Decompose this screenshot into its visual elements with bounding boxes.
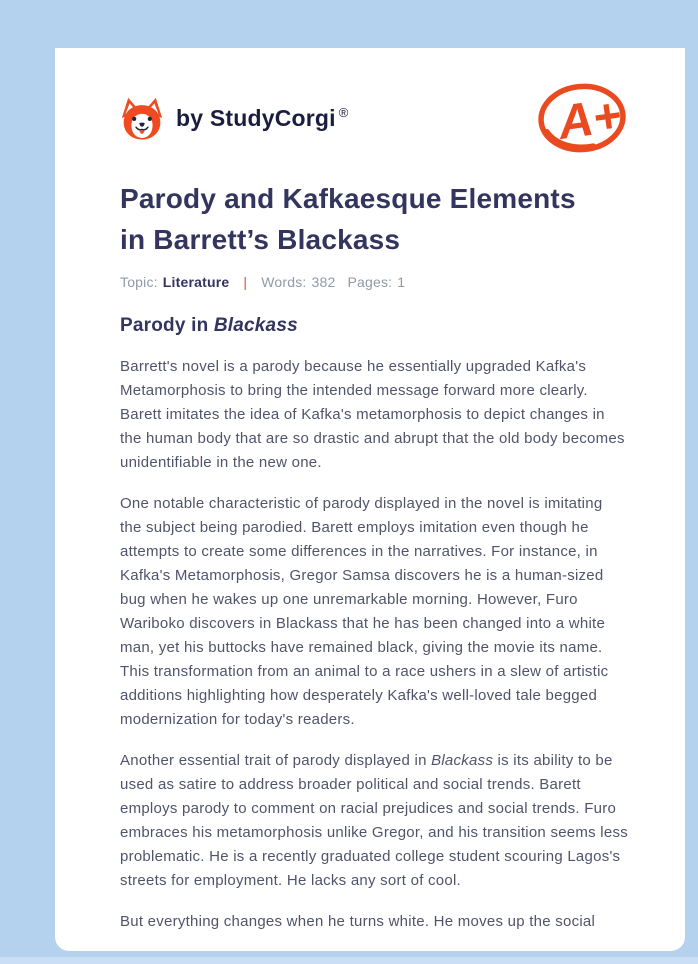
pages-label: Pages: — [347, 274, 393, 290]
brand — [120, 95, 348, 141]
pages-value: 1 — [397, 274, 406, 290]
document-card — [55, 48, 685, 951]
section-heading-text: Parody in — [120, 315, 214, 336]
page-title — [120, 178, 628, 260]
corgi-icon — [120, 95, 164, 141]
paragraph-3 — [120, 749, 628, 893]
words-value: 382 — [311, 274, 336, 290]
brand-name: by StudyCorgi — [176, 104, 336, 131]
document-header — [120, 78, 628, 158]
section-heading — [120, 314, 628, 338]
registered-trademark: ® — [338, 104, 349, 120]
page-title-line2: in Barrett’s Blackass — [120, 224, 401, 255]
paragraph-3-text: Another essential trait of parody displayed in — [120, 752, 432, 769]
paragraph-3-italic: Blackass — [431, 752, 494, 769]
paragraph-1: Barrett's novel is a parody because he essentially upgraded Kafka's Metamorphosis to bring the intended message forward more clearly. Barett imitates the idea of Kafka's metamorphosis to depict changes in the human body that are so drastic and abrupt that the old body becomes unidentifiable in the new one. — [120, 358, 625, 471]
topic-label: Topic: — [120, 274, 158, 290]
a-plus-circle-icon — [536, 78, 628, 158]
section-heading-italic: Blackass — [213, 315, 298, 336]
topic-link[interactable]: Literature — [162, 274, 230, 290]
paragraph-4: But everything changes when he turns white. He moves up the social — [120, 913, 596, 930]
article-meta — [120, 274, 628, 290]
words-label: Words: — [261, 274, 307, 290]
paragraph-2: One notable characteristic of parody displayed in the novel is imitating the subject being parodied. Barett employs imitation even though he attempts to create some differences in the narratives. For instance, in Kafka's Metamorphosis, Gregor Samsa discovers he is a human-sized bug when he wakes up one unremarkable morning. However, Furo Wariboko discovers in Blackass that he has been changed into a white man, yet his buttocks have remained black, giving the movie its name. This transformation from an animal to a race ushers in a slew of artistic additions highlighting how desperately Kafka's well-loved tale begged modernization for today's readers. — [120, 495, 609, 728]
page-title-line1: Parody and Kafkaesque Elements — [120, 183, 576, 214]
meta-separator: | — [243, 274, 248, 290]
next-page-edge — [0, 957, 698, 964]
paragraph-3-text-after: is its ability to be used as satire to address broader political and social trends. Barett employs parody to comment on racial prejudices and social trends. Furo embraces his metamorphosis unlike Gregor, and his transition seems less problematic. He is a recently graduated college student scouring Lagos's streets for employment. He lacks any sort of cool. — [120, 752, 628, 889]
grade-text: A+ — [554, 88, 625, 151]
